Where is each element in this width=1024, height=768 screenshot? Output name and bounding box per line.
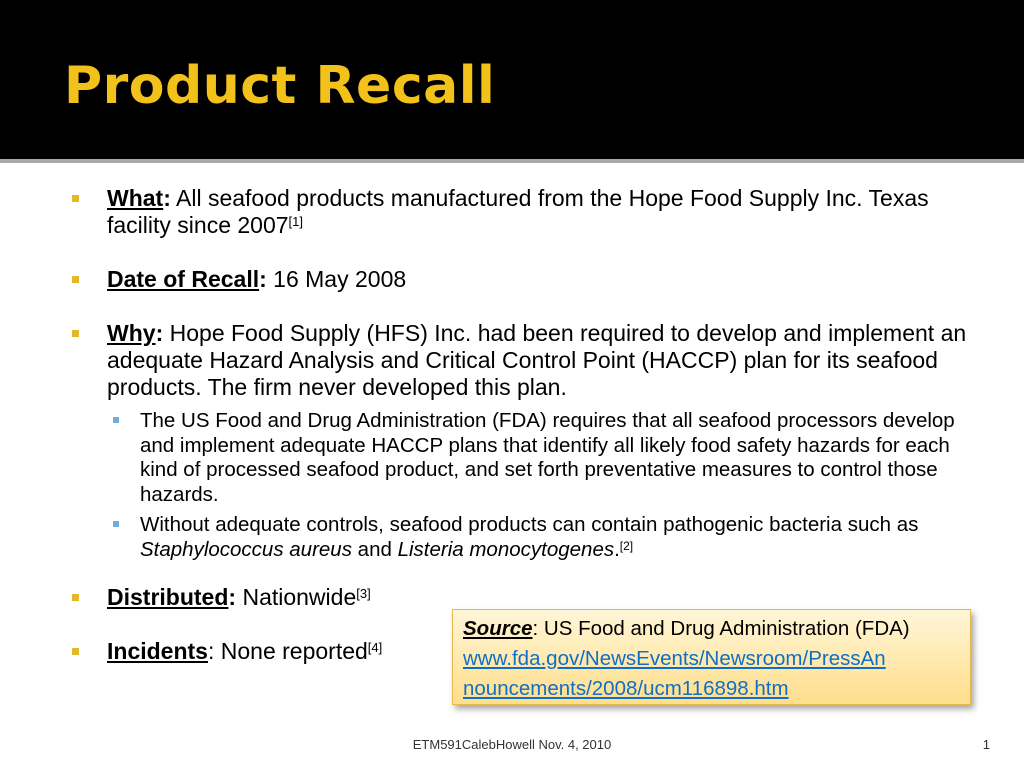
bullet-date-of-recall: Date of Recall: 16 May 2008 — [72, 266, 972, 293]
source-label: Source — [463, 617, 533, 640]
bullet-label: Distributed — [107, 584, 229, 610]
bullet-text: All seafood products manufactured from the Hope Food Supply Inc. Texas facility since 2007 — [107, 185, 929, 238]
footnote-ref: [3] — [356, 586, 371, 601]
slide-title: Product Recall — [64, 56, 496, 116]
source-line — [463, 614, 970, 644]
bullet-label: Incidents — [107, 638, 208, 664]
bullet-why: Why: Hope Food Supply (HFS) Inc. had been required to develop and implement an adequate Hazard Analysis and Critical Control Point (HACCP) plan for its seafood products. The firm never developed this plan. The US Food and Drug Administration (FDA) requires that all seafood processors develop and implement adequate HACCP plans that identify all likely food safety hazards for each kind of processed seafood product, and set forth preventative measures to control those hazards. Without adequate controls, seafood products can contain pathogenic bacteria such as Staphylococcus aureus and Listeria monocytogenes.[2] — [72, 320, 972, 562]
bullet-text: Hope Food Supply (HFS) Inc. had been required to develop and implement an adequate Hazard Analysis and Critical Control Point (HACCP) plan for its seafood products. The firm never developed this plan. — [107, 320, 967, 400]
sub-bullet-fda-requirement: The US Food and Drug Administration (FDA) requires that all seafood processors develop and implement adequate HACCP plans that identify all likely food safety hazards for each kind of processed seafood product, and set forth preventative measures to control those hazards. — [107, 409, 972, 507]
bullet-incidents: Incidents: None reported[4] — [72, 638, 972, 665]
bullet-text: Nationwide — [236, 584, 357, 610]
bullet-label: Why — [107, 320, 156, 346]
footnote-ref: [1] — [288, 214, 304, 229]
title-bar — [0, 0, 1024, 158]
sub-bullet-list — [107, 409, 972, 562]
source-link[interactable]: www.fda.gov/NewsEvents/Newsroom/PressAn — [463, 647, 886, 670]
bullet-what: What: All seafood products manufactured from the Hope Food Supply Inc. Texas facility since 2007[1] — [72, 185, 972, 239]
bullet-label: Date of Recall — [107, 266, 260, 292]
source-link-continued[interactable]: nouncements/2008/ucm116898.htm — [463, 677, 789, 700]
footnote-ref: [4] — [367, 640, 383, 655]
bullet-text: None reported — [214, 638, 368, 664]
page-number: 1 — [982, 737, 990, 752]
sub-bullet-pathogens: Without adequate controls, seafood products can contain pathogenic bacteria such as Staphylococcus aureus and Listeria monocytogenes.[2] — [107, 513, 972, 562]
source-text: : US Food and Drug Administration (FDA) — [532, 617, 910, 640]
footnote-ref: [2] — [619, 538, 634, 553]
slide-content — [0, 163, 1024, 768]
footer-text: ETM591CalebHowell Nov. 4, 2010 — [412, 737, 612, 752]
bullet-distributed: Distributed: Nationwide[3] — [72, 584, 972, 611]
bullet-text: 16 May 2008 — [266, 266, 407, 292]
bullet-label: What — [107, 185, 164, 211]
source-callout — [452, 609, 971, 705]
